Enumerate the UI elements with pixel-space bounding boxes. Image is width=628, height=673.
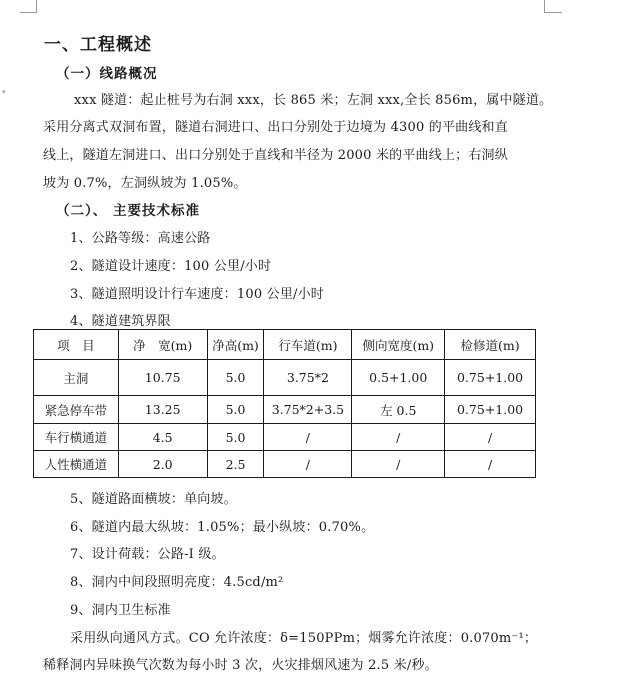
table-cell: / xyxy=(264,424,352,451)
margin-marker-icon: ▾ xyxy=(2,88,6,96)
table-cell: 13.25 xyxy=(118,396,207,424)
table-cell: 4.5 xyxy=(118,424,207,451)
table-cell: 0.75+1.00 xyxy=(445,396,536,424)
standard-item: 2、隧道设计速度：100 公里/小时 xyxy=(70,259,272,274)
subsection-title-route: （一）线路概况 xyxy=(56,66,158,82)
table-cell: 5.0 xyxy=(207,424,264,451)
table-cell: 5.0 xyxy=(207,360,264,396)
table-header-row xyxy=(34,330,536,360)
table-header-cell: 净 宽(m) xyxy=(118,330,207,360)
standard-item: 9、洞内卫生标准 xyxy=(70,603,171,618)
section-heading: 一、工程概述 xyxy=(44,35,152,55)
subsection-title-standards: （二）、 主要技术标准 xyxy=(56,203,200,219)
table-header-cell: 项 目 xyxy=(34,330,119,360)
overview-line: 线上，隧道左洞进口、出口分别处于直线和半径为 2000 米的平曲线上；右洞纵 xyxy=(43,148,508,163)
overview-line: 采用分离式双洞布置，隧道右洞进口、出口分别处于边境为 4300 的平曲线和直 xyxy=(43,120,508,135)
table-cell: 2.5 xyxy=(207,451,264,478)
table-row xyxy=(34,451,536,478)
standard-item: 1、公路等级：高速公路 xyxy=(70,231,211,246)
table-cell: 3.75*2 xyxy=(264,360,352,396)
table-cell: / xyxy=(445,424,536,451)
standard-item: 5、隧道路面横坡：单向坡。 xyxy=(70,492,237,507)
overview-line: xxx 隧道：起止桩号为右洞 xxx，长 865 米；左洞 xxx,全长 856m，属中隧道。 xyxy=(74,93,553,108)
table-row xyxy=(34,360,536,396)
standard-item: 7、设计荷载：公路-I 级。 xyxy=(70,547,225,562)
table-cell: 紧急停车带 xyxy=(34,396,119,424)
standard-item: 6、隧道内最大纵坡：1.05%；最小纵坡：0.70%。 xyxy=(70,520,375,535)
hygiene-line: 采用纵向通风方式。CO 允许浓度：δ=150PPm；烟雾允许浓度：0.070m⁻¹； xyxy=(70,631,538,646)
table-cell: 左 0.5 xyxy=(352,396,445,424)
table-cell: 2.0 xyxy=(118,451,207,478)
table-cell: 车行横通道 xyxy=(34,424,119,451)
hygiene-line: 稀释洞内异味换气次数为每小时 3 次，火灾排烟风速为 2.5 米/秒。 xyxy=(43,658,438,673)
table-row xyxy=(34,396,536,424)
standard-item: 8、洞内中间段照明亮度：4.5cd/m² xyxy=(70,575,284,590)
page-corner-mark xyxy=(20,12,37,13)
table-header-cell: 侧向宽度(m) xyxy=(352,330,445,360)
table-cell: / xyxy=(445,451,536,478)
table-header-cell: 净高(m) xyxy=(207,330,264,360)
table-header-cell: 行车道(m) xyxy=(264,330,352,360)
standard-item: 4、隧道建筑界限 xyxy=(70,314,171,329)
table-header-cell: 检修道(m) xyxy=(445,330,536,360)
table-cell: 0.5+1.00 xyxy=(352,360,445,396)
table-cell: / xyxy=(352,451,445,478)
page-corner-mark xyxy=(544,12,562,13)
table-cell: 0.75+1.00 xyxy=(445,360,536,396)
table-cell: 5.0 xyxy=(207,396,264,424)
table-cell: 人性横通道 xyxy=(34,451,119,478)
standard-item: 3、隧道照明设计行车速度：100 公里/小时 xyxy=(70,287,324,302)
table-row xyxy=(34,424,536,451)
table-cell: / xyxy=(352,424,445,451)
table-cell: 主洞 xyxy=(34,360,119,396)
overview-line: 坡为 0.7%，左洞纵坡为 1.05%。 xyxy=(43,176,247,191)
tunnel-clearance-table xyxy=(33,329,536,478)
table-cell: 10.75 xyxy=(118,360,207,396)
table-cell: / xyxy=(264,451,352,478)
table-cell: 3.75*2+3.5 xyxy=(264,396,352,424)
